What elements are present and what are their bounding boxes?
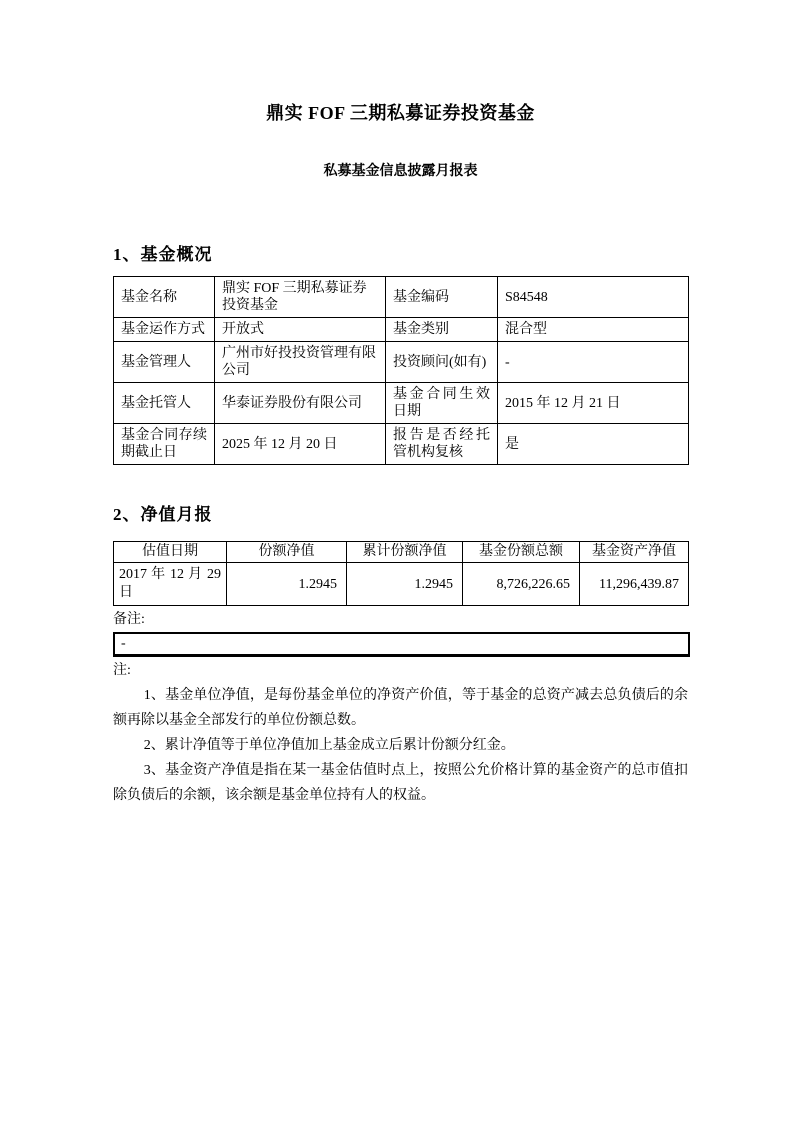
contract-effective-date-label: 基金合同生效日期 bbox=[386, 383, 498, 424]
fund-custodian-value: 华泰证券股份有限公司 bbox=[215, 383, 386, 424]
fund-name-label: 基金名称 bbox=[114, 277, 215, 318]
total-shares-header: 基金份额总额 bbox=[463, 542, 580, 563]
notes-block bbox=[113, 683, 688, 808]
section-1-heading: 1、基金概况 bbox=[113, 245, 213, 264]
fund-type-value: 混合型 bbox=[498, 318, 689, 342]
fund-manager-label: 基金管理人 bbox=[114, 342, 215, 383]
fund-manager-value: 广州市好投投资管理有限公司 bbox=[215, 342, 386, 383]
operation-mode-label: 基金运作方式 bbox=[114, 318, 215, 342]
table-header-row bbox=[114, 542, 689, 563]
cumulative-nav-value: 1.2945 bbox=[347, 563, 463, 606]
remark-label: 备注: bbox=[113, 612, 145, 627]
nav-per-share-header: 份额净值 bbox=[227, 542, 347, 563]
net-asset-value-value: 11,296,439.87 bbox=[580, 563, 689, 606]
table-row bbox=[114, 277, 689, 318]
table-row bbox=[114, 563, 689, 606]
contract-expiry-date-value: 2025 年 12 月 20 日 bbox=[215, 424, 386, 465]
fund-type-label: 基金类别 bbox=[386, 318, 498, 342]
table-row bbox=[114, 342, 689, 383]
remark-box bbox=[113, 632, 690, 657]
fund-code-label: 基金编码 bbox=[386, 277, 498, 318]
fund-name-value: 鼎实 FOF 三期私募证券投资基金 bbox=[215, 277, 386, 318]
custodian-review-value: 是 bbox=[498, 424, 689, 465]
investment-advisor-label: 投资顾问(如有) bbox=[386, 342, 498, 383]
fund-overview-table bbox=[113, 276, 689, 465]
note-item-2: 2、累计净值等于单位净值加上基金成立后累计份额分红金。 bbox=[143, 738, 515, 753]
investment-advisor-value: - bbox=[498, 342, 689, 383]
nav-per-share-value: 1.2945 bbox=[227, 563, 347, 606]
remark-value: - bbox=[121, 636, 126, 651]
fund-code-value: S84548 bbox=[498, 277, 689, 318]
section-2-heading: 2、净值月报 bbox=[113, 505, 213, 524]
contract-effective-date-value: 2015 年 12 月 21 日 bbox=[498, 383, 689, 424]
page-content bbox=[113, 0, 688, 808]
table-row bbox=[114, 424, 689, 465]
report-subtitle: 私募基金信息披露月报表 bbox=[323, 164, 478, 179]
table-row bbox=[114, 318, 689, 342]
net-asset-value-header: 基金资产净值 bbox=[580, 542, 689, 563]
note-item-1: 1、基金单位净值，是每份基金单位的净资产价值，等于基金的总资产减去总负债后的余额再除以基金全部发行的单位份额总数。 bbox=[113, 688, 688, 728]
fund-custodian-label: 基金托管人 bbox=[114, 383, 215, 424]
nav-monthly-table bbox=[113, 541, 689, 606]
cumulative-nav-header: 累计份额净值 bbox=[347, 542, 463, 563]
report-title: 鼎实 FOF 三期私募证券投资基金 bbox=[266, 103, 535, 123]
note-item-3: 3、基金资产净值是指在某一基金估值时点上，按照公允价格计算的基金资产的总市值扣除负债后的余额，该余额是基金单位持有人的权益。 bbox=[113, 763, 688, 803]
operation-mode-value: 开放式 bbox=[215, 318, 386, 342]
notes-label: 注: bbox=[113, 663, 131, 678]
valuation-date-header: 估值日期 bbox=[114, 542, 227, 563]
table-row bbox=[114, 383, 689, 424]
contract-expiry-date-label: 基金合同存续期截止日 bbox=[114, 424, 215, 465]
total-shares-value: 8,726,226.65 bbox=[463, 563, 580, 606]
custodian-review-label: 报告是否经托管机构复核 bbox=[386, 424, 498, 465]
valuation-date-value: 2017 年 12 月 29 日 bbox=[114, 563, 227, 606]
